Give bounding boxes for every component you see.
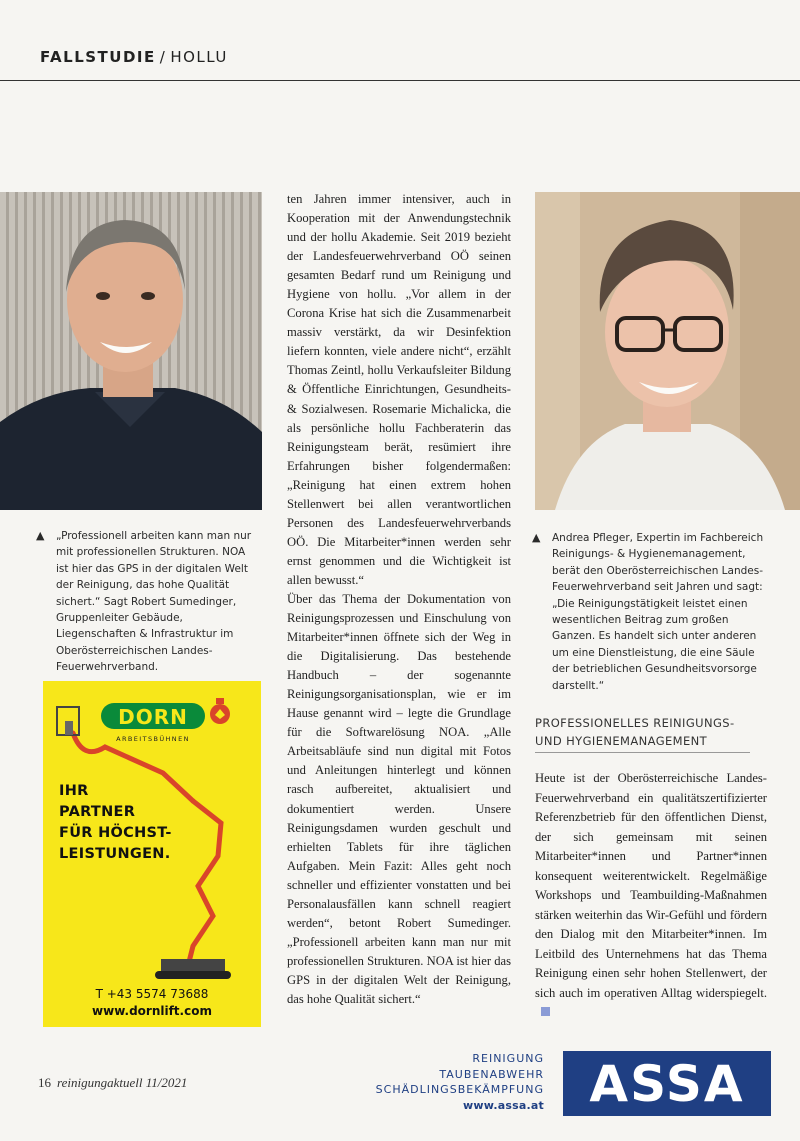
header-divider — [0, 80, 800, 81]
triangle-up-icon: ▲ — [36, 529, 45, 542]
photo-caption-right — [532, 530, 767, 694]
caption-right-text: Andrea Pfleger, Expertin im Fachbereich Reinigungs- & Hygienemanagement, berät den Oberösterreichischen Landes-Feuerwehrverband seit Jahren und sagt: „Die Reinigungstätigkeit leistet einen wesentlichen Beitrag zum großen Ganzen. Es handelt sich unter anderen um eine Dienstleistung, die eine Säule der betrieblichen Gesundheitsvorsorge darstellt.“ — [552, 532, 764, 692]
article-paragraph: Heute ist der Oberösterreichische Landes-Feuerwehrverband ein qualitätszertifizierter Referenzbetrieb für den öffentlichen Dienst, der sich gemeinsam mit seinen Mitarbeiter*innen und Partner*innen konsequent weiterentwickelt. Regelmäßige Workshops und Teambuilding-Maßnahmen stärken weiterhin das Wir-Gefühl und fördern den Dialog mit den Mitarbeiter*innen. Im Leitbild des Unternehmens hat das Thema Reinigung einen sehr hohen Stellenwert, der sich auch im operativen Alltag widerspiegelt. — [535, 771, 767, 1000]
ad-headline-line: FÜR HÖCHST- — [59, 825, 172, 841]
dorn-logo: DORN — [101, 703, 205, 729]
photo-caption-left — [36, 528, 261, 676]
dorn-subtitle: ARBEITSBÜHNEN — [116, 735, 190, 743]
assa-service-line: TAUBENABWEHR — [439, 1067, 544, 1081]
section-topic: HOLLU — [170, 48, 228, 66]
page-number: 16 — [38, 1075, 51, 1090]
header-separator: / — [159, 48, 167, 66]
triangle-up-icon: ▲ — [532, 531, 541, 544]
subheading-line-2: UND HYGIENEMANAGEMENT — [535, 734, 708, 748]
ad-website-link[interactable]: www.dornlift.com — [92, 1004, 212, 1018]
assa-service-line: SCHÄDLINGSBEKÄMPFUNG — [375, 1083, 544, 1096]
article-middle-column — [287, 190, 511, 1009]
article-paragraph: Über das Thema der Dokumentation von Reinigungsprozessen und Einschulung von Mitarbeiter*innen öffnete sich der Weg in die Digitalisierung. Das bestehende Handbuch – der sogenannte Reinigungsorganisationsplan, wie er im Hause genannt wird – legte die Grundlage für die Softwarelösung NOA. „Alle Arbeitsabläufe sind nun digital mit Fotos und Anleitungen hinterlegt und können rasch aufbereitet, aktualisiert und dokumentiert werden. Unsere Reinigungsdamen wurden geschult und erhielten Tablets für ihre täglichen Aufgaben. Mein Fazit: Alles geht noch schneller und effizienter vonstatten und bei Personalausfällen kann schnell reagiert werden“, betont Robert Sumedinger. „Professionell arbeiten kann man nur mit professionellen Strukturen. NOA ist hier das GPS in der digitalen Welt der Reinigung, das hohe Qualität sichert.“ — [287, 591, 511, 1006]
magazine-issue: reinigungaktuell 11/2021 — [57, 1075, 188, 1090]
article-paragraph: ten Jahren immer intensiver, auch in Kooperation mit der Anwendungstechnik und der hollu Akademie. Seit 2019 bezieht der Landesfeuerwehrverband OÖ seinen gesamten Bedarf rund um Reinigung und Hygiene von hollu. „Vor allem in der Corona Krise hat sich die Zusammenarbeit massiv verstärkt, da wir Desinfektion liefern konnten, viele andere nicht“, erzählt Thomas Zeintl, hollu Verkaufsleiter Bildung & Öffentliche Einrichtungen, Gesundheits- & Sozialwesen. Rosemarie Michalicka, die als persönliche hollu Fachberaterin das Reinigungsteam berät, resümiert ihre Erfahrungen bisher folgendermaßen: „Reinigung hat einen extrem hohen Stellenwert bei allen verantwortlichen Personen des Landesfeuerwehrverbands OÖ. Die Mitarbeiter*innen werden sehr ernst genommen und die Wichtigkeit ist allen bewusst.“ — [287, 192, 511, 587]
end-of-article-square-icon — [541, 1007, 550, 1016]
assa-service-line: REINIGUNG — [472, 1052, 544, 1065]
ad-headline-line: LEISTUNGEN. — [59, 846, 171, 862]
section-header — [40, 48, 228, 66]
dorn-emblem-icon — [209, 697, 231, 727]
article-right-column — [535, 769, 767, 1023]
assa-ad-text — [372, 1051, 544, 1113]
caption-left-text: „Professionell arbeiten kann man nur mit professionellen Strukturen. NOA ist hier das GPS in der digitalen Welt der Reinigung, das hohe Qualität sichert.“ Sagt Robert Sumedinger, Gruppenleiter Gebäude, Liegenschaften & Infrastruktur im Oberösterreichischen Landes-Feuerwehrverband. — [56, 530, 252, 674]
ad-headline-line: IHR — [59, 783, 89, 799]
dorn-advertisement[interactable] — [43, 681, 261, 1027]
section-label: FALLSTUDIE — [40, 48, 156, 66]
page-footer — [38, 1075, 187, 1091]
portrait-photo-andrea-pfleger — [535, 192, 800, 510]
section-subheading — [535, 714, 750, 750]
ad-phone-number[interactable]: T +43 5574 73688 — [95, 987, 209, 1001]
ad-headline — [59, 781, 172, 865]
subheading-divider — [535, 752, 750, 753]
ad-headline-line: PARTNER — [59, 804, 136, 820]
subheading-line-1: PROFESSIONELLES REINIGUNGS- — [535, 716, 735, 730]
portrait-photo-robert-sumedinger — [0, 192, 262, 510]
assa-logo[interactable]: ASSA — [563, 1051, 771, 1116]
assa-website-link[interactable]: www.assa.at — [463, 1098, 544, 1112]
